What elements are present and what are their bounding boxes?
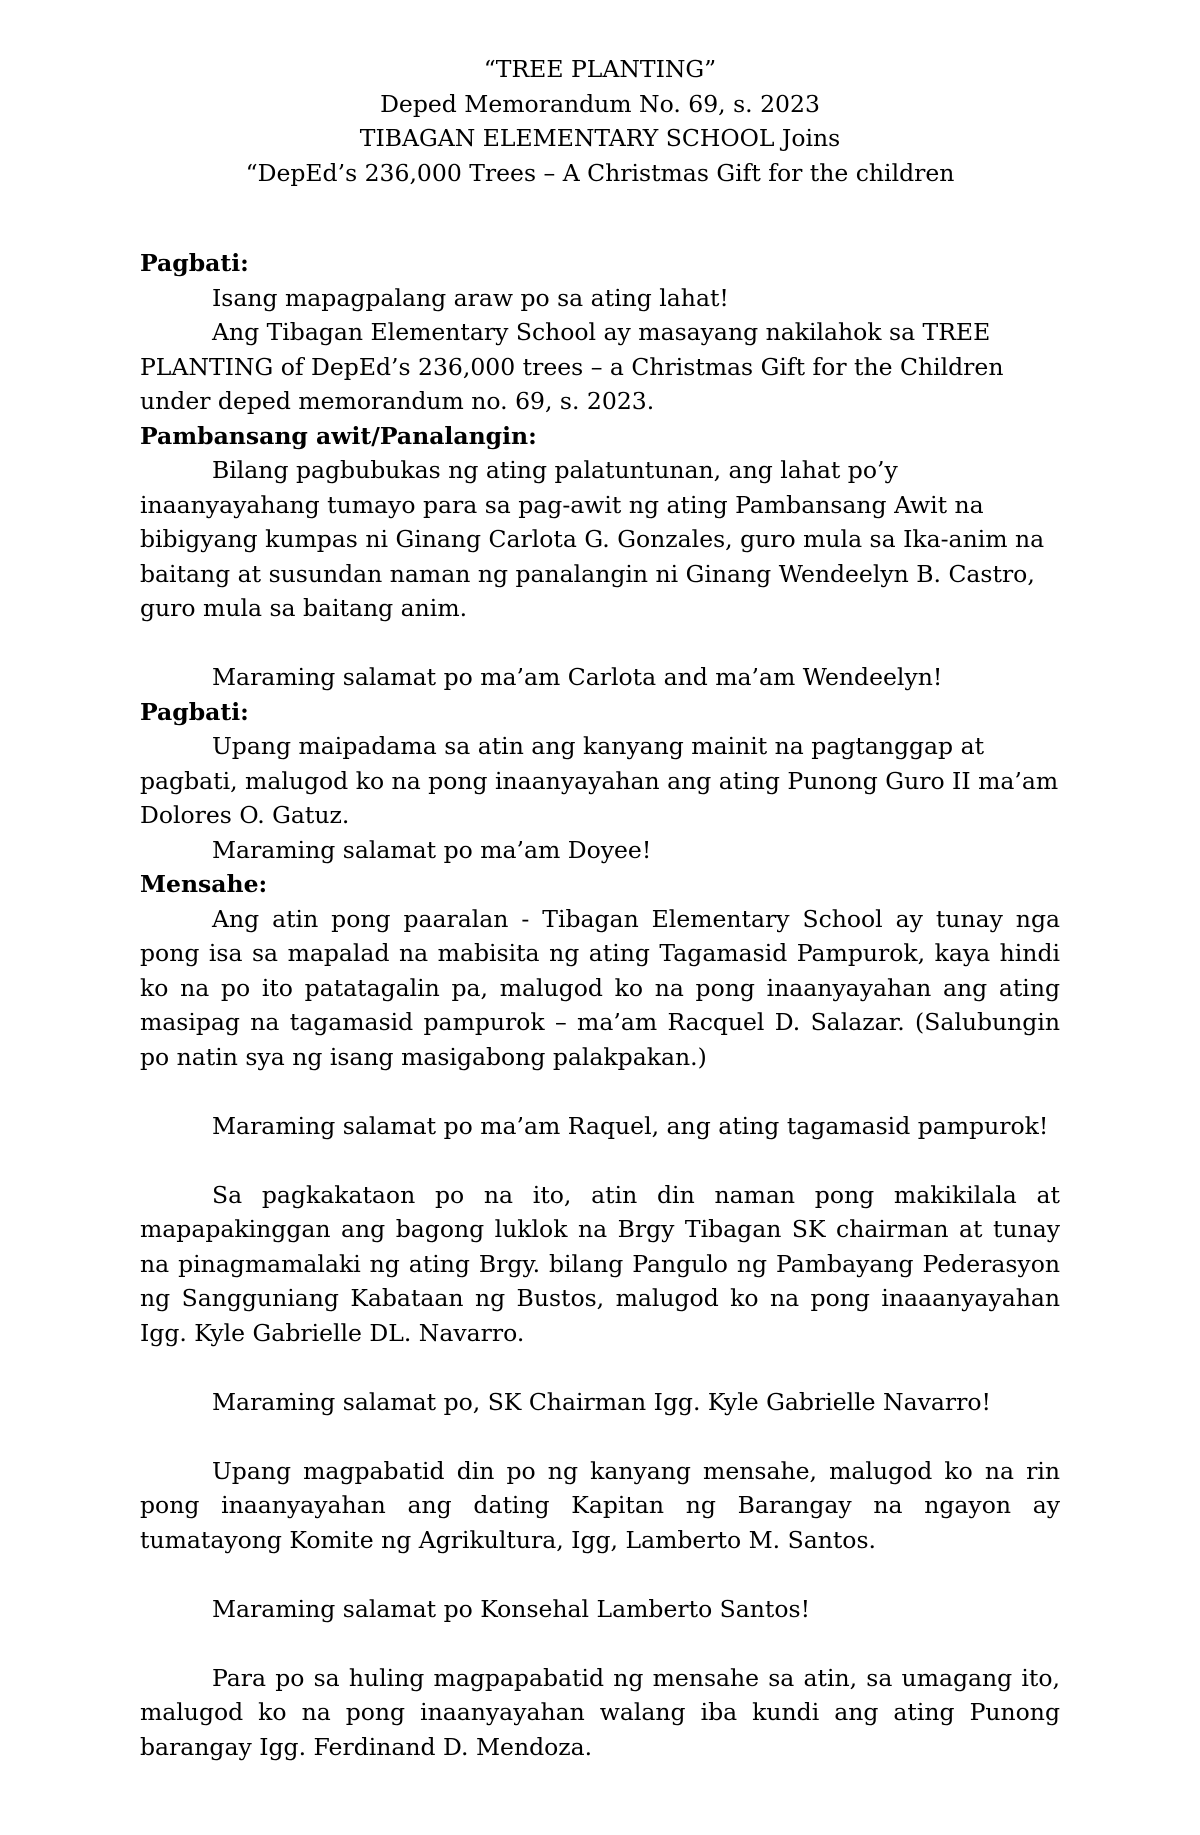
section-heading-anthem-prayer: Pambansang awit/Panalangin: — [140, 421, 537, 450]
section-heading-pagbati: Pagbati: — [140, 249, 249, 277]
memo-reference: Deped Memorandum No. 69, s. 2023 — [380, 89, 820, 118]
document-header — [140, 52, 1060, 190]
spacer — [140, 626, 1060, 661]
spacer — [140, 1350, 1060, 1385]
spacer — [140, 1419, 1060, 1454]
welcome-paragraph: Upang maipadama sa atin ang kanyang mainit na pagtanggap at pagbati, malugod ko na pong inaanyayahan ang ating Punong Guro II ma’am Dolores O. Gatuz. — [140, 732, 1059, 829]
anthem-paragraph: Bilang pagbubukas ng ating palatuntunan, ang lahat po’y inaanyayahang tumayo para sa pag-awit ng ating Pambansang Awit na bibigyang kumpas ni Ginang Carlota G. Gonzales, guro mula sa Ika-anim na baitang at susundan naman ng panalangin ni Ginang Wendeelyn B. Castro, guro mula sa baitang anim. — [140, 456, 1045, 622]
spacer — [140, 1143, 1060, 1178]
event-title: “TREE PLANTING” — [483, 55, 717, 83]
councilor-paragraph: Upang magpabatid din po ng kanyang mensahe, malugod ko na rin pong inaanyayahan ang dating Kapitan ng Barangay na ngayon ay tumatayong Komite ng Agrikultura, Igg, Lamberto M. Santos. — [140, 1456, 1060, 1554]
greeting-paragraph: Isang mapagpalang araw po sa ating lahat! — [212, 283, 729, 312]
school-name: TIBAGAN ELEMENTARY SCHOOL Joins — [359, 124, 841, 152]
thanks-paragraph: Maraming salamat po ma’am Raquel, ang ating tagamasid pampurok! — [212, 1111, 1049, 1140]
spacer — [140, 1557, 1060, 1592]
event-subtitle: “DepEd’s 236,000 Trees – A Christmas Gift for the children — [245, 158, 955, 187]
barangay-captain-paragraph: Para po sa huling magpapabatid ng mensahe sa atin, sa umagang ito, malugod ko na pong inaanyayahan walang iba kundi ang ating Punong barangay Igg. Ferdinand D. Mendoza. — [140, 1663, 1060, 1761]
intro-paragraph: Ang Tibagan Elementary School ay masayang nakilahok sa TREE PLANTING of DepEd’s 236,000 trees – a Christmas Gift for the Children under deped memorandum no. 69, s. 2023. — [140, 318, 1004, 415]
header-spacer — [140, 190, 1060, 246]
sk-chairman-paragraph: Sa pagkakataon po na ito, atin din naman pong makikilala at mapapakinggan ang bagong luklok na Brgy Tibagan SK chairman at tunay na pinagmamalaki ng ating Brgy. bilang Pangulo ng Pambayang Pederasyon ng Sangguniang Kabataan ng Bustos, malugod ko na pong inaaanyayahan Igg. Kyle Gabrielle DL. Navarro. — [140, 1180, 1060, 1347]
spacer — [140, 1074, 1060, 1109]
thanks-paragraph: Maraming salamat po ma’am Carlota and ma’am Wendeelyn! — [212, 663, 943, 691]
thanks-paragraph: Maraming salamat po ma’am Doyee! — [212, 835, 652, 864]
message-paragraph: Ang atin pong paaralan - Tibagan Elementary School ay tunay nga pong isa sa mapalad na mabisita ng ating Tagamasid Pampurok, kaya hindi ko na po ito patatagalin pa, malugod ko na pong inaanyayahan ang ating masipag na tagamasid pampurok – ma’am Racquel D. Salazar. (Salubungin po natin sya ng isang masigabong palakpakan.) — [140, 904, 1060, 1071]
thanks-paragraph: Maraming salamat po, SK Chairman Igg. Kyle Gabrielle Navarro! — [212, 1387, 991, 1416]
spacer — [140, 1626, 1060, 1661]
thanks-paragraph: Maraming salamat po Konsehal Lamberto Santos! — [212, 1594, 811, 1623]
section-heading-pagbati-2: Pagbati: — [140, 697, 249, 726]
section-heading-mensahe: Mensahe: — [140, 870, 268, 898]
